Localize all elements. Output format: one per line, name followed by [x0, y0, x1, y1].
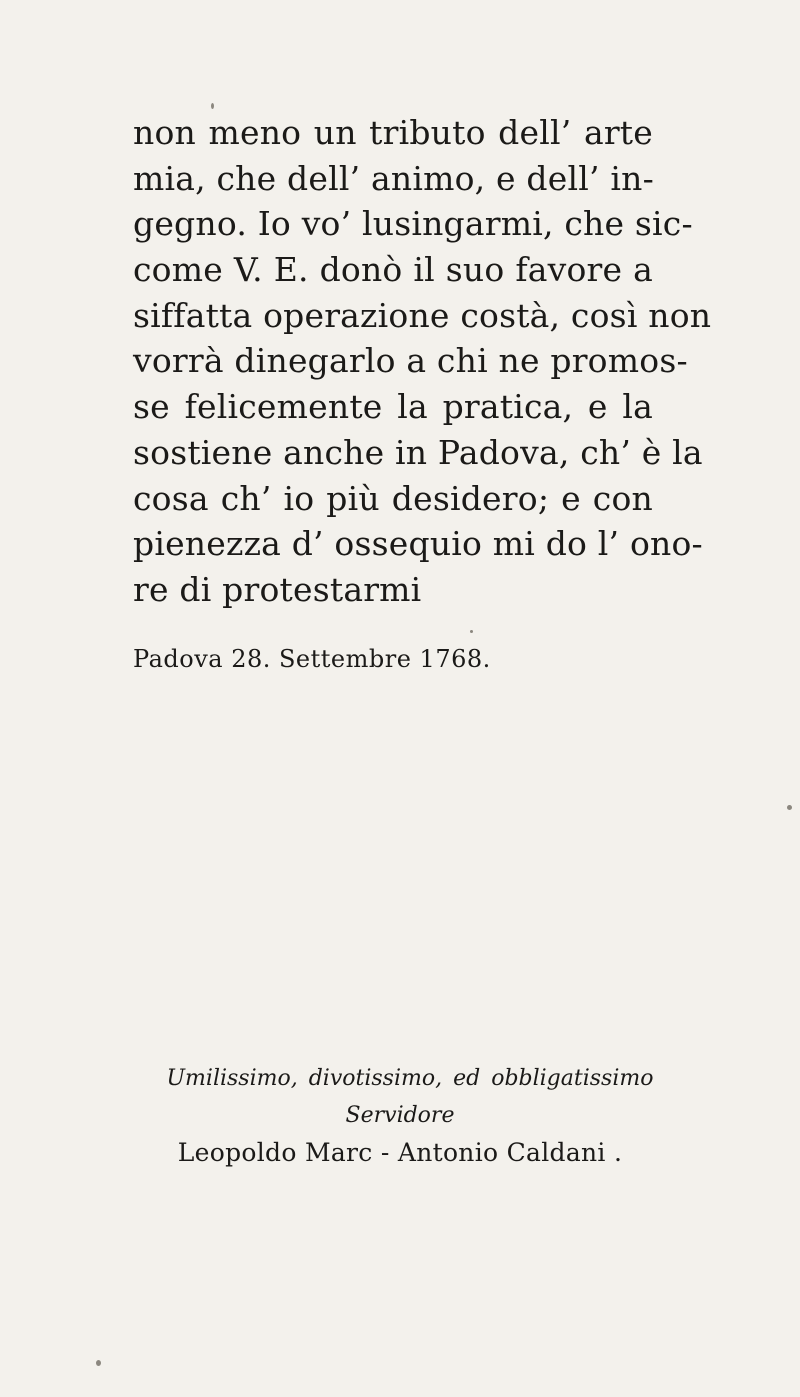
text-line: re di protestarmi	[133, 569, 422, 609]
place-date-line: Padova 28. Settembre 1768.	[133, 645, 491, 673]
text-line: vorrà dinegarlo a chi ne promos-	[133, 341, 688, 381]
text-line: gegno. Io vo’ lusingarmi, che sic-	[133, 204, 693, 244]
text-line: pienezza d’ ossequio mi do l’ ono-	[133, 524, 703, 564]
letter-body	[133, 110, 712, 613]
paper-speck	[787, 805, 792, 810]
text-line: mia, che dell’ animo, e dell’ in-	[133, 158, 654, 198]
closing-salutation: Umilissimo, divotissimo, ed obbligatissimo	[166, 1066, 654, 1091]
paper-speck	[96, 1360, 101, 1366]
text-line: sostiene anche in Padova, ch’ è la	[133, 432, 703, 472]
text-line: come V. E. donò il suo favore a	[133, 250, 653, 290]
text-line: se felicemente la pratica, e la	[133, 387, 653, 427]
signatory-name: Leopoldo Marc - Antonio Caldani .	[177, 1138, 623, 1167]
text-line: non meno un tributo dell’ arte	[133, 113, 653, 152]
text-line: cosa ch’ io più desidero; e con	[133, 478, 653, 518]
text-line: siffatta operazione costà, così non	[133, 295, 712, 335]
closing-role: Servidore	[345, 1103, 455, 1128]
paper-speck	[470, 630, 473, 633]
paper-speck	[211, 103, 214, 109]
